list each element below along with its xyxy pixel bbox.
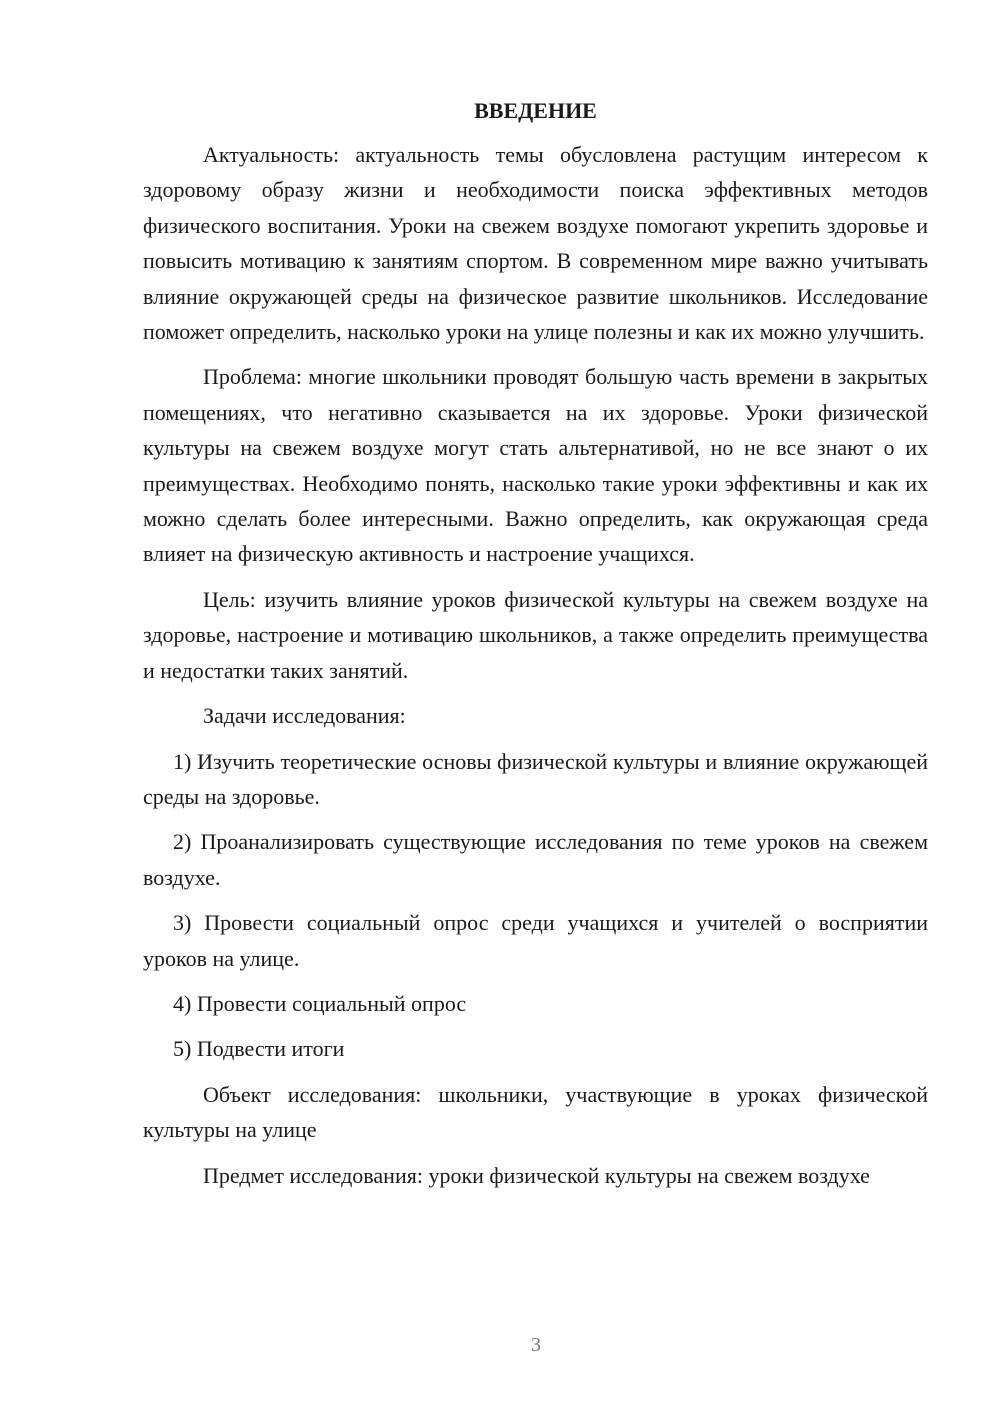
research-object-paragraph: Объект исследования: школьники, участвующие в уроках физической культуры на улице: [143, 1081, 928, 1143]
document-page: [143, 95, 928, 1203]
relevance-paragraph: Актуальность: актуальность темы обусловлена растущим интересом к здоровому образу жизни и необходимости поиска эффективных методов физического воспитания. Уроки на свежем воздухе помогают укрепить здоровье и повысить мотивацию к занятиям спортом. В современном мире важно учитывать влияние окружающей среды на физическое развитие школьников. Исследование поможет определить, насколько уроки на улице полезны и как их можно улучшить.: [143, 142, 928, 345]
task-item-4: 4) Провести социальный опрос: [173, 990, 467, 1016]
task-item-5: 5) Подвести итоги: [173, 1036, 345, 1062]
problem-paragraph: Проблема: многие школьники проводят большую часть времени в закрытых помещениях, что негативно сказывается на их здоровье. Уроки физической культуры на свежем воздухе могут стать альтернативой, но не все знают о их преимуществах. Необходимо понять, насколько такие уроки эффективны и как их можно сделать более интересными. Важно определить, как окружающая среда влияет на физическую активность и настроение учащихся.: [143, 364, 928, 567]
task-item-2: 2) Проанализировать существующие исследования по теме уроков на свежем воздухе.: [143, 829, 928, 890]
task-item-3: 3) Провести социальный опрос среди учащихся и учителей о восприятии уроков на улице.: [143, 910, 928, 971]
research-subject-paragraph: Предмет исследования: уроки физической культуры на свежем воздухе: [203, 1162, 870, 1188]
task-item-1: 1) Изучить теоретические основы физической культуры и влияние окружающей среды на здоровье.: [143, 748, 928, 809]
tasks-heading: Задачи исследования:: [203, 703, 406, 729]
section-title: ВВЕДЕНИЕ: [474, 98, 597, 123]
goal-paragraph: Цель: изучить влияние уроков физической культуры на свежем воздухе на здоровье, настроение и мотивацию школьников, а также определить преимущества и недостатки таких занятий.: [143, 586, 928, 683]
page-number: 3: [531, 1334, 541, 1356]
